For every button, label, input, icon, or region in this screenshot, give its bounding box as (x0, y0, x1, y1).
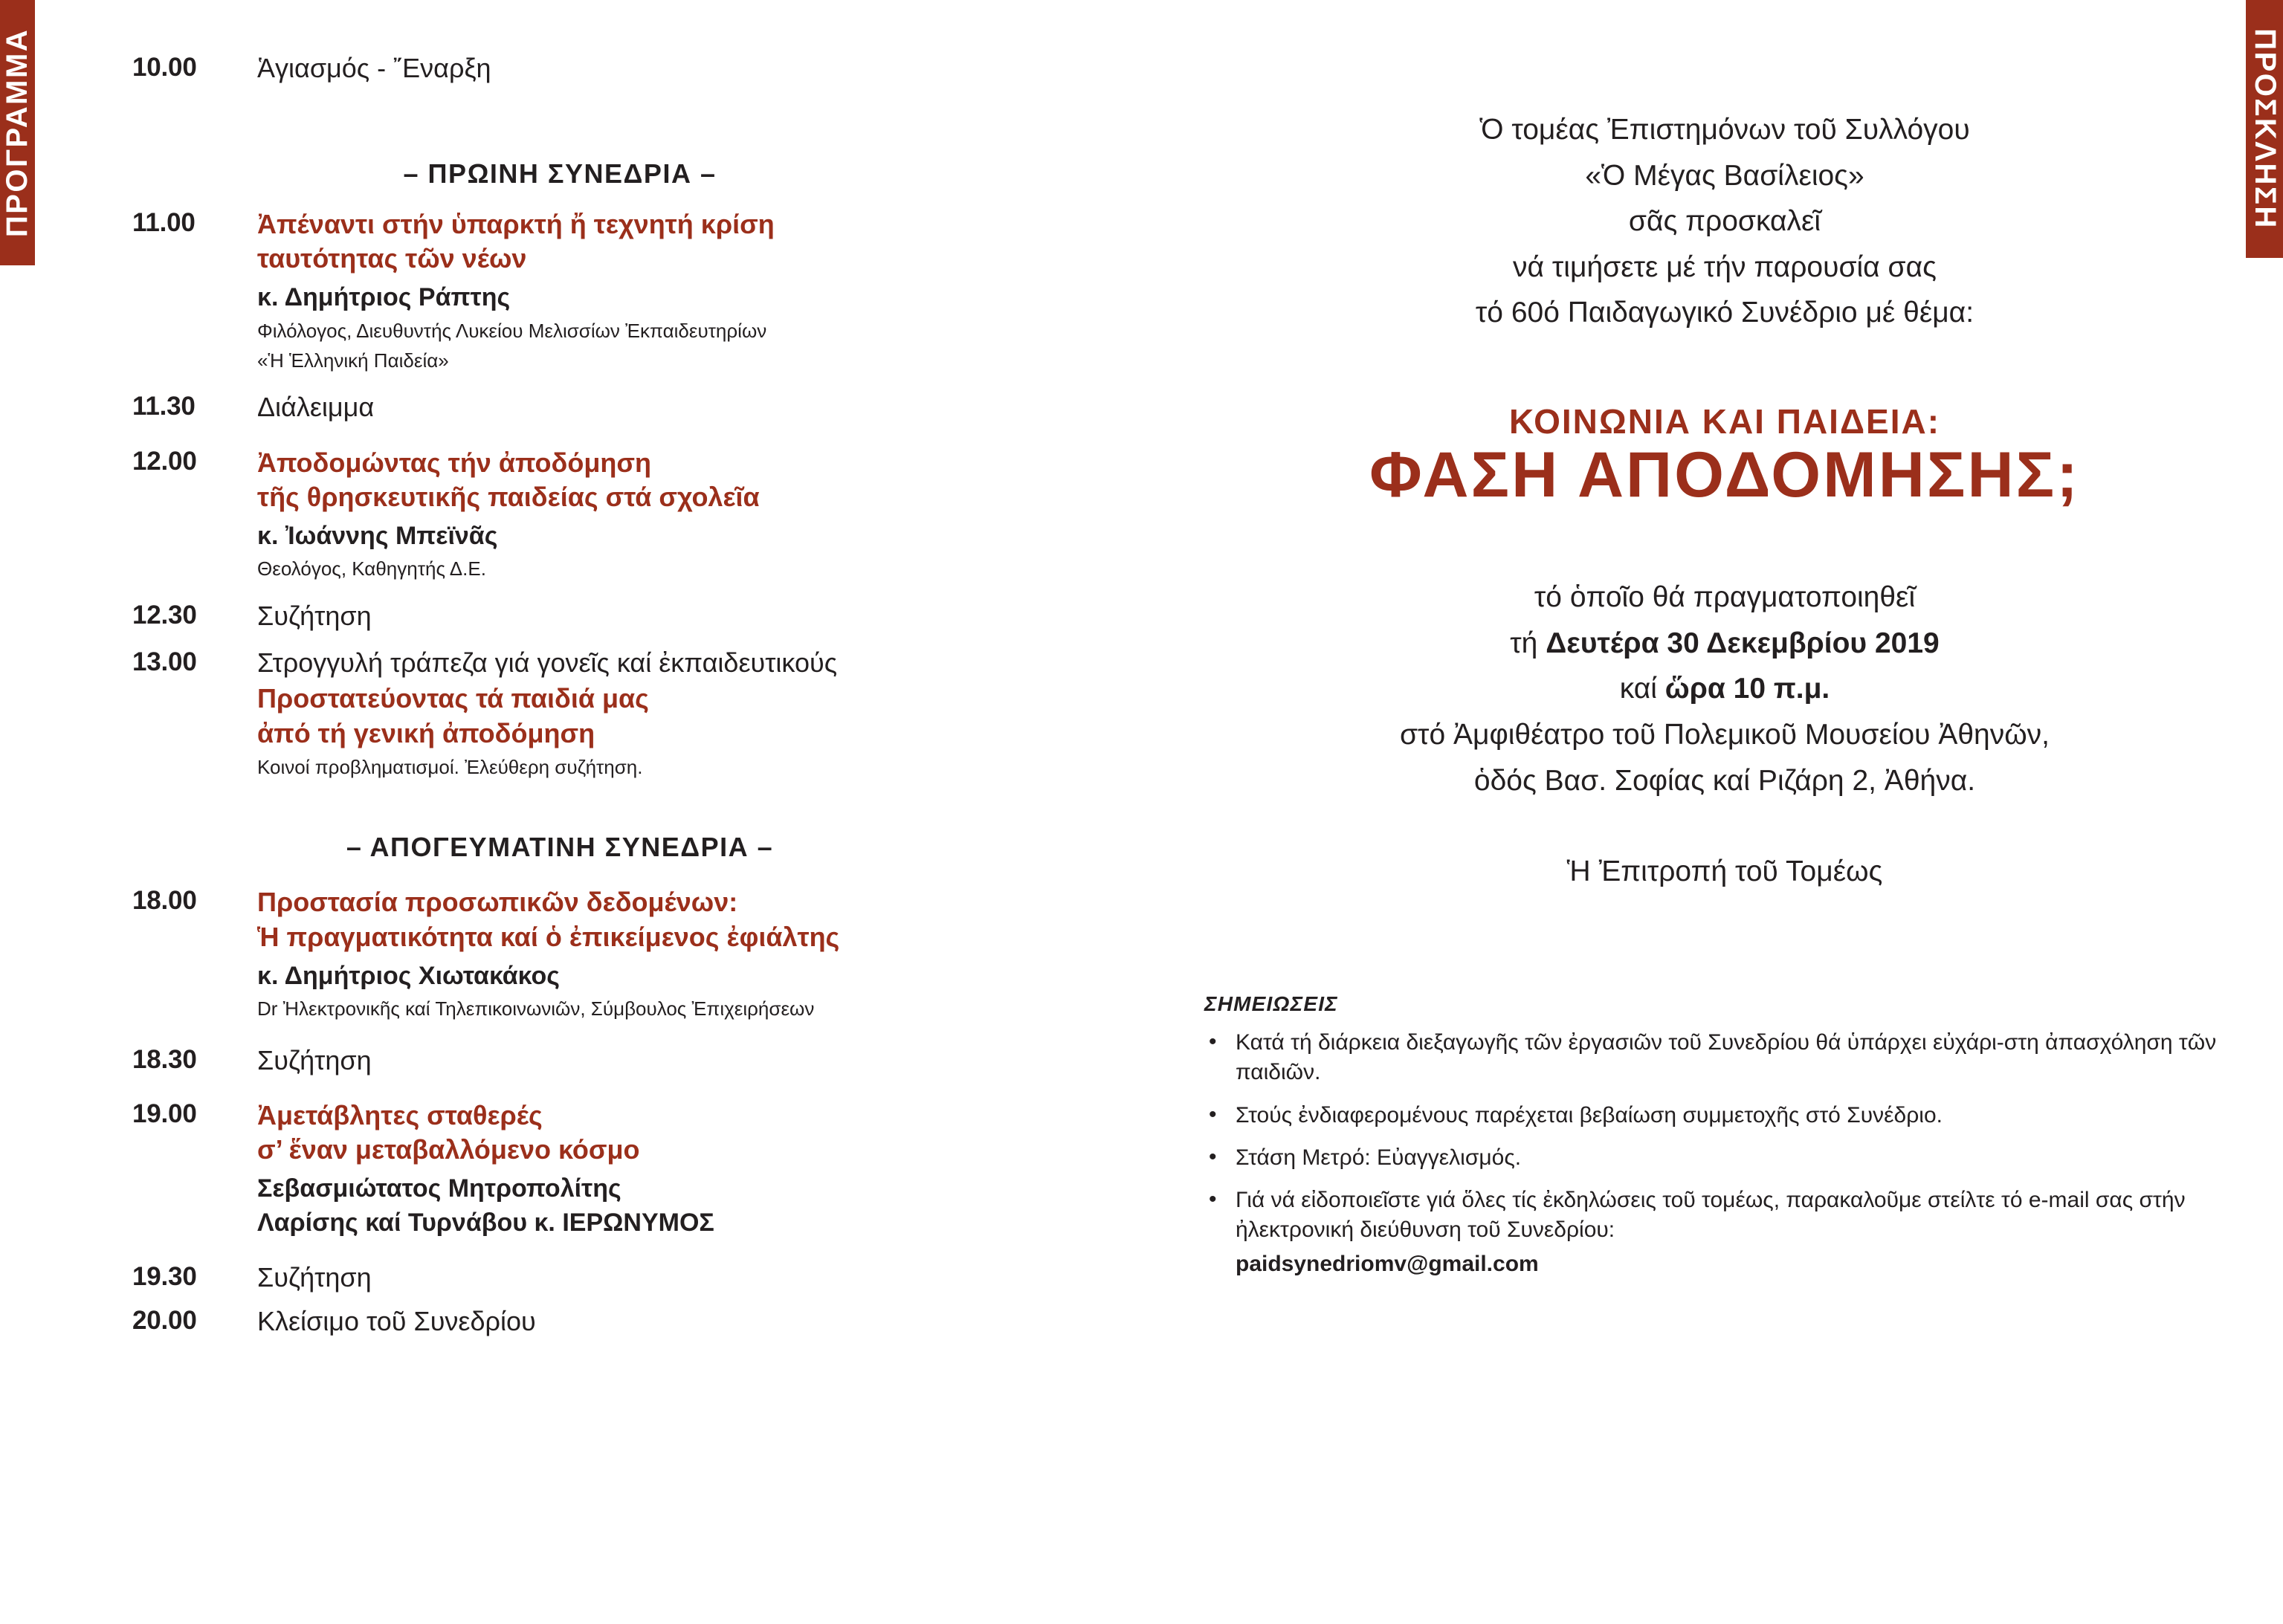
note-item (1204, 1185, 2245, 1280)
program-affiliation-line: Dr Ἠλεκτρονικῆς καί Τηλεπικοινωνιῶν, Σύμβουλος Ἐπιχειρήσεων (257, 997, 815, 1020)
invitation-details (1204, 575, 2245, 803)
invitation-detail-line: τό ὁποῖο θά πραγματοποιηθεῖ (1534, 581, 1916, 614)
program-affiliation-line: «Ἡ Ἑλληνική Παιδεία» (257, 349, 449, 372)
program-title-line: ἀπό τή γενική ἀποδόμηση (257, 717, 595, 748)
program-row-1100 (132, 207, 1114, 373)
program-row-2000 (132, 1305, 1114, 1337)
program-entry-text: Συζήτηση (257, 601, 372, 632)
vertical-tab-program-label: ΠΡΟΓΡΑΜΜΑ (1, 28, 34, 238)
note-item-text: Γιά νά εἰδοποιεῖστε γιά ὅλες τίς ἐκδηλώσεις τοῦ τομέως, παρακαλοῦμε στείλτε τό e-mail σας στήν ἠλεκτρονική διεύθυνση τοῦ Συνεδρίου: (1236, 1188, 2186, 1243)
invitation-detail-time-prefix: καί (1619, 673, 1665, 705)
program-time: 18.30 (132, 1044, 197, 1074)
program-time: 11.30 (132, 392, 196, 421)
program-row-1200 (132, 446, 1114, 582)
notes-list (1204, 1028, 2245, 1279)
invitation-detail-time-value: ὥρα 10 π.μ. (1664, 673, 1830, 705)
program-entry-text: Διάλειμμα (257, 392, 375, 423)
invitation-intro-line: σᾶς προσκαλεῖ (1628, 205, 1821, 238)
program-row-1230 (132, 600, 1114, 632)
program-row-1800 (132, 885, 1114, 1021)
program-time: 19.00 (132, 1099, 197, 1129)
invitation-intro-line: νά τιμήσετε μέ τήν παρουσία σας (1513, 250, 1937, 283)
conference-title-line-1: ΚΟΙΝΩΝΙΑ ΚΑΙ ΠΑΙΔΕΙΑ: (1508, 402, 1941, 441)
program-row-1830 (132, 1044, 1114, 1076)
program-row-1930 (132, 1261, 1114, 1293)
program-speaker: Σεβασμιώτατος Μητροπολίτης (257, 1174, 621, 1203)
program-speaker: κ. Ἰωάννης Μπεϊνᾶς (257, 521, 498, 550)
program-affiliation-line: Φιλόλογος, Διευθυντής Λυκείου Μελισσίων Ἐκπαιδευτηρίων (257, 319, 767, 342)
program-time: 19.30 (132, 1262, 197, 1292)
program-entry-text: Συζήτηση (257, 1262, 372, 1293)
program-column (132, 0, 1114, 1624)
program-time: 13.00 (132, 647, 197, 677)
program-time: 18.00 (132, 886, 197, 916)
program-affiliation-line: Κοινοί προβληματισμοί. Ἐλεύθερη συζήτηση. (257, 755, 643, 778)
program-row-1900 (132, 1099, 1114, 1239)
program-speaker: κ. Δημήτριος Χιωτακάκος (257, 961, 560, 990)
program-affiliation-line: Θεολόγος, Καθηγητής Δ.Ε. (257, 557, 486, 580)
program-speaker: Λαρίσης καί Τυρνάβου κ. ΙΕΡΩΝΥΜΟΣ (257, 1208, 714, 1237)
program-title-line: σ’ ἕναν μεταβαλλόμενο κόσμο (257, 1134, 640, 1165)
program-row-1300 (132, 647, 1114, 780)
invitation-detail-date (1204, 621, 2245, 667)
session-heading-morning: – ΠΡΩΙΝΗ ΣΥΝΕΔΡΙΑ – (403, 158, 717, 190)
program-row-opening (132, 52, 1114, 84)
program-time: 12.30 (132, 601, 197, 630)
invitation-intro-line: τό 60ό Παιδαγωγικό Συνέδριο μέ θέμα: (1475, 297, 1974, 329)
program-entry-text: Ἁγιασμός - ῎Εναρξη (257, 53, 491, 83)
invitation-detail-date-value: Δευτέρα 30 Δεκεμβρίου 2019 (1546, 627, 1940, 659)
program-speaker: κ. Δημήτριος Ράπτης (257, 283, 511, 312)
invitation-column (1204, 0, 2245, 1624)
vertical-tab-program (0, 0, 35, 265)
program-entry-text: Κλείσιμο τοῦ Συνεδρίου (257, 1306, 536, 1337)
notes-section (1204, 992, 2245, 1279)
note-item: • Κατά τή διάρκεια διεξαγωγῆς τῶν ἐργασιῶν τοῦ Συνεδρίου θά ὑπάρχει εὐχάρι-στη ἀπασχόληση τῶν παιδιῶν. (1204, 1028, 2245, 1087)
program-time: 20.00 (132, 1306, 197, 1336)
note-item: • Στούς ἐνδιαφερομένους παρέχεται βεβαίωση συμμετοχῆς στό Συνέδριο. (1204, 1101, 2245, 1130)
invitation-intro-line: «Ὁ Μέγας Βασίλειος» (1585, 159, 1864, 192)
invitation-intro-line: Ὁ τομέας Ἐπιστημόνων τοῦ Συλλόγου (1479, 114, 1970, 146)
program-time: 12.00 (132, 446, 197, 476)
session-heading-morning-wrap (132, 158, 987, 190)
program-title-line: Ἀμετάβλητες σταθερές (257, 1100, 543, 1131)
program-time: 10.00 (132, 53, 197, 82)
program-title-line: τῆς θρησκευτικῆς παιδείας στά σχολεῖα (257, 481, 760, 512)
invitation-committee: Ἡ Ἐπιτροπή τοῦ Τομέως (1566, 855, 1883, 888)
program-time: 11.00 (132, 208, 196, 238)
invitation-detail-venue: στό Ἀμφιθέατρο τοῦ Πολεμικοῦ Μουσείου Ἀθηνῶν, (1399, 719, 2050, 751)
invitation-detail-date-prefix: τή (1510, 627, 1546, 659)
program-row-1130 (132, 391, 1114, 423)
notes-heading: ΣΗΜΕΙΩΣΕΙΣ (1204, 992, 1338, 1016)
program-title-line: Προστατεύοντας τά παιδιά μας (257, 683, 649, 714)
program-entry-text: Στρογγυλή τράπεζα γιά γονεῖς καί ἐκπαιδευτικούς (257, 647, 838, 679)
program-title-line: Ἀποδομώντας τήν ἀποδόμηση (257, 447, 651, 478)
vertical-tab-invitation-label: ΠΡΟΣΚΛΗΣΗ (2248, 28, 2282, 230)
program-title-line: ταυτότητας τῶν νέων (257, 243, 527, 274)
invitation-detail-time (1204, 666, 2245, 712)
invitation-intro (1204, 107, 2245, 336)
note-item: • Στάση Μετρό: Εὐαγγελισμός. (1204, 1143, 2245, 1173)
program-title-line: Ἡ πραγματικότητα καί ὁ ἐπικείμενος ἐφιάλτης (257, 921, 840, 952)
program-entry-text: Συζήτηση (257, 1044, 372, 1075)
session-heading-afternoon: – ΑΠΟΓΕΥΜΑΤΙΝΗ ΣΥΝΕΔΡΙΑ – (346, 832, 774, 863)
conference-title-line-2: ΦΑΣΗ ΑΠΟΔΟΜΗΣΗΣ; (1369, 439, 2080, 511)
session-heading-afternoon-wrap (132, 832, 987, 863)
contact-email[interactable]: paidsynedriomv@gmail.com (1236, 1252, 1539, 1277)
invitation-detail-address: ὁδός Βασ. Σοφίας καί Ριζάρη 2, Ἀθήνα. (1473, 764, 1976, 797)
program-title-line: Ἀπέναντι στήν ὑπαρκτή ἤ τεχνητή κρίση (257, 209, 775, 240)
program-title-line: Προστασία προσωπικῶν δεδομένων: (257, 887, 738, 918)
vertical-tab-invitation (2246, 0, 2283, 258)
conference-title-block (1204, 401, 2245, 509)
